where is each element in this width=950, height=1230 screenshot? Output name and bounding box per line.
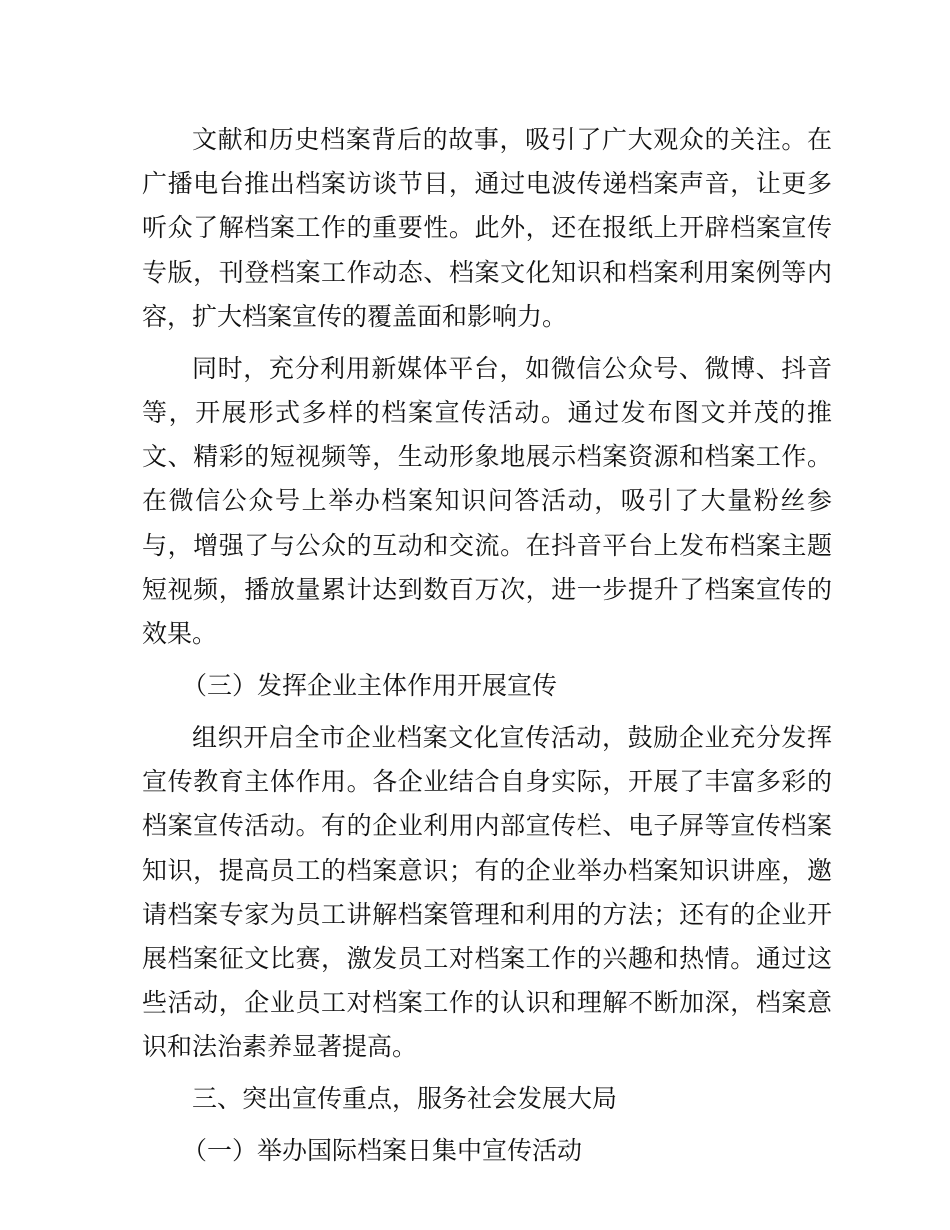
document-body <box>142 118 832 1181</box>
paragraph-enterprise-activities: 组织开启全市企业档案文化宣传活动，鼓励企业充分发挥宣传教育主体作用。各企业结合自身实际，开展了丰富多彩的档案宣传活动。有的企业利用内部宣传栏、电子屏等宣传档案知识，提高员工的档案意识；有的企业举办档案知识讲座，邀请档案专家为员工讲解档案管理和利用的方法；还有的企业开展档案征文比赛，激发员工对档案工作的兴趣和热情。通过这些活动，企业员工对档案工作的认识和理解不断加深，档案意识和法治素养显著提高。 <box>142 723 832 1062</box>
paragraph-media-promotion: 文献和历史档案背后的故事，吸引了广大观众的关注。在广播电台推出档案访谈节目，通过电波传递档案声音，让更多听众了解档案工作的重要性。此外，还在报纸上开辟档案宣传专版，刊登档案工作动态、档案文化知识和档案利用案例等内容，扩大档案宣传的覆盖面和影响力。 <box>142 125 832 331</box>
paragraph-new-media: 同时，充分利用新媒体平台，如微信公众号、微博、抖音等，开展形式多样的档案宣传活动。通过发布图文并茂的推文、精彩的短视频等，生动形象地展示档案资源和档案工作。在微信公众号上举办档案知识问答活动，吸引了大量粉丝参与，增强了与公众的互动和交流。在抖音平台上发布档案主题短视频，播放量累计达到数百万次，进一步提升了档案宣传的效果。 <box>142 353 832 649</box>
section-heading-enterprise: （三）发挥企业主体作用开展宣传 <box>182 671 558 701</box>
section-heading-archives-day: （一）举办国际档案日集中宣传活动 <box>182 1136 583 1166</box>
chapter-heading-focus: 三、突出宣传重点，服务社会发展大局 <box>192 1084 618 1114</box>
